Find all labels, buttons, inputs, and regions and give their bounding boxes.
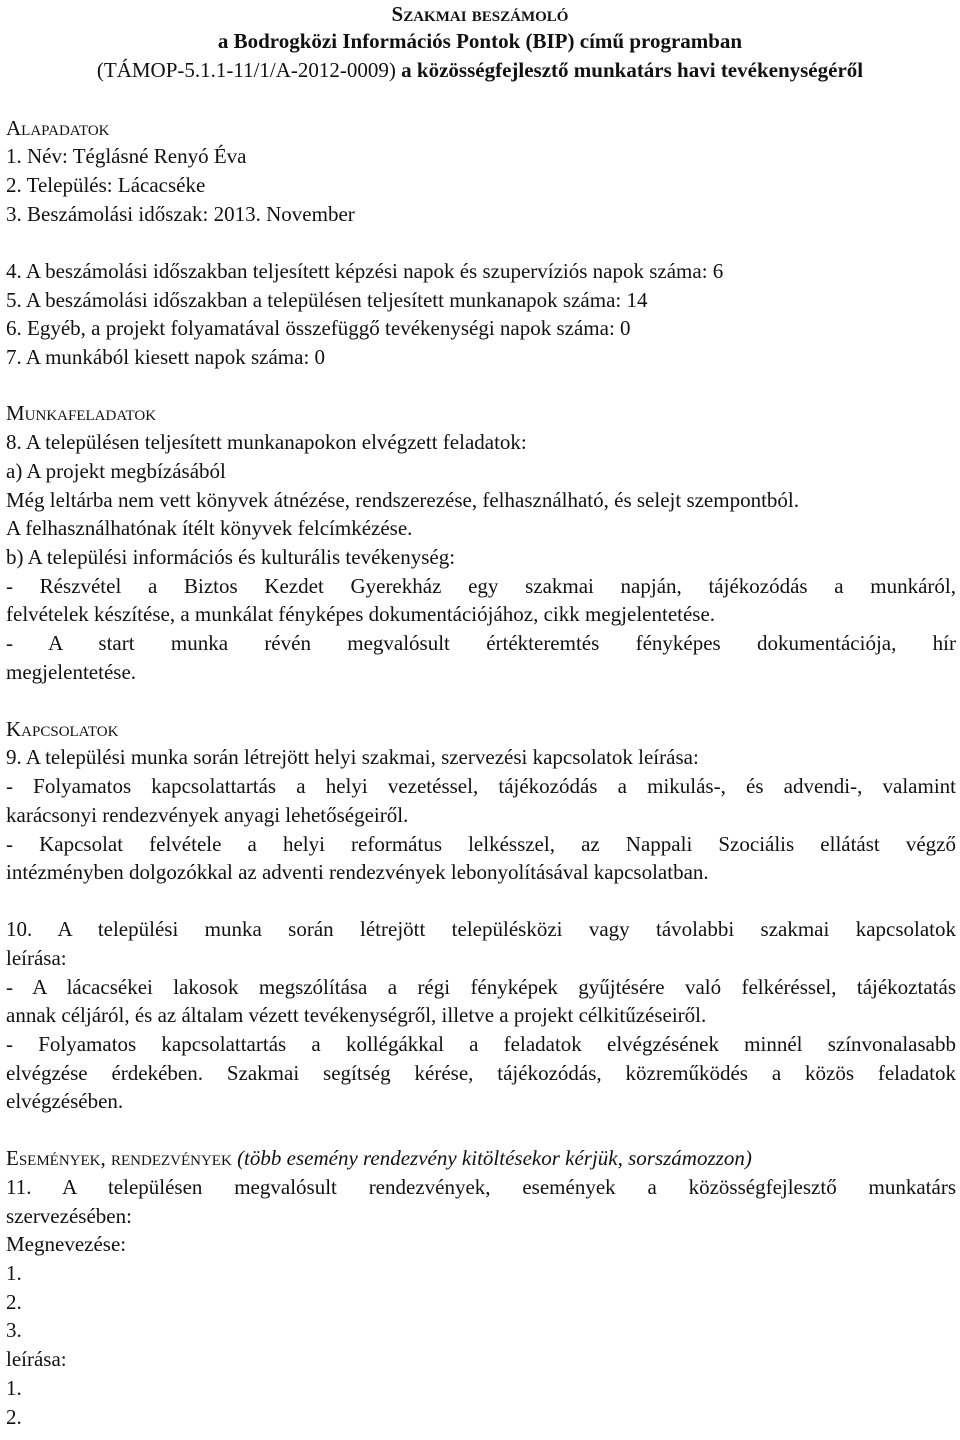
task-paragraph: - A start munka révén megvalósult értékteremtés fényképes dokumentációja, hír	[6, 631, 956, 655]
contacts-paragraph: intézményben dolgozókkal az adventi rendezvények lebonyolításával kapcsolatban.	[6, 860, 709, 884]
task-paragraph: Még leltárba nem vett könyvek átnézése, rendszerezése, felhasználható, és selejt szempontból.	[6, 488, 800, 512]
events-label-description: leírása:	[6, 1347, 67, 1371]
basic-data-period: 3. Beszámolási időszak: 2013. November	[6, 202, 355, 226]
document-title: Szakmai beszámoló	[391, 2, 569, 26]
task-subheading-b: b) A települési információs és kulturális tevékenység:	[6, 545, 456, 569]
document-program-line	[0, 56, 960, 84]
document-subtitle: a Bodrogközi Információs Pontok (BIP) című programban	[217, 29, 743, 53]
program-description: a közösségfejlesztő munkatárs havi tevékenységéről	[395, 58, 864, 82]
contacts-paragraph: annak céljáról, és az általam vézett tevékenységről, illetve a projekt célkitűzéseiről.	[6, 1003, 707, 1027]
task-subheading-a: a) A projekt megbízásából	[6, 459, 226, 483]
count-other-days: 6. Egyéb, a projekt folyamatával összefüggő tevékenységi napok száma: 0	[6, 316, 631, 340]
events-list-item: 1.	[6, 1376, 22, 1400]
contacts-paragraph: - Folyamatos kapcsolattartás a helyi vezetéssel, tájékozódás a mikulás-, és advendi-, valamint	[6, 774, 956, 798]
task-paragraph: megjelentetése.	[6, 660, 137, 684]
events-list-item: 1.	[6, 1261, 22, 1285]
events-question: 11. A településen megvalósult rendezvények, események a közösségfejlesztő munkatárs	[6, 1175, 956, 1199]
contacts-paragraph: - Folyamatos kapcsolattartás a kollégákkal a feladatok elvégzésének minnél színvonalasabb	[6, 1032, 956, 1056]
task-paragraph: A felhasználhatónak ítélt könyvek felcímkézése.	[6, 516, 413, 540]
basic-data-name: 1. Név: Téglásné Renyó Éva	[6, 144, 247, 168]
events-list-item: 2.	[6, 1290, 22, 1314]
contacts-paragraph: elvégzése érdekében. Szakmai segítség kérése, tájékozódás, közreműködés a közös feladatok	[6, 1061, 956, 1085]
events-heading-note: (több esemény rendezvény kitöltésekor kérjük, sorszámozzon)	[237, 1146, 752, 1170]
events-label-name: Megnevezése:	[6, 1232, 127, 1256]
section-heading-munkafeladatok: Munkafeladatok	[6, 401, 157, 425]
count-training-days: 4. A beszámolási időszakban teljesített képzési napok és szupervíziós napok száma: 6	[6, 259, 724, 283]
contacts-question: 10. A települési munka során létrejött településközi vagy távolabbi szakmai kapcsolatok	[6, 917, 956, 941]
task-question: 8. A településen teljesített munkanapokon elvégzett feladatok:	[6, 430, 527, 454]
contacts-paragraph: - Kapcsolat felvétele a helyi református lelkésszel, az Nappali Szociális ellátást végző	[6, 832, 956, 856]
basic-data-settlement: 2. Település: Lácacséke	[6, 173, 206, 197]
section-heading-alapadatok: Alapadatok	[6, 116, 110, 140]
events-list-item: 2.	[6, 1405, 22, 1429]
contacts-paragraph: leírása:	[6, 946, 67, 970]
contacts-paragraph: - A lácacsékei lakosok megszólítása a régi fényképek gyűjtésére való felkéréssel, tájékoztatás	[6, 975, 956, 999]
section-heading-esemenyek	[6, 1144, 752, 1172]
contacts-paragraph: elvégzésében.	[6, 1089, 124, 1113]
events-heading: Események, rendezvények	[6, 1146, 232, 1170]
section-heading-kapcsolatok: Kapcsolatok	[6, 717, 119, 741]
task-paragraph: felvételek készítése, a munkálat fényképes dokumentációjához, cikk megjelentetése.	[6, 602, 716, 626]
contacts-question: 9. A települési munka során létrejött helyi szakmai, szervezési kapcsolatok leírása:	[6, 745, 699, 769]
contacts-paragraph: karácsonyi rendezvények anyagi lehetőségeiről.	[6, 803, 409, 827]
count-missed-days: 7. A munkából kiesett napok száma: 0	[6, 345, 326, 369]
program-code: (TÁMOP-5.1.1-11/1/A-2012-0009)	[96, 58, 396, 82]
task-paragraph: - Részvétel a Biztos Kezdet Gyerekház egy szakmai napján, tájékozódás a munkáról,	[6, 574, 956, 598]
count-work-days: 5. A beszámolási időszakban a településen teljesített munkanapok száma: 14	[6, 288, 648, 312]
events-paragraph: szervezésében:	[6, 1204, 132, 1228]
events-list-item: 3.	[6, 1318, 22, 1342]
